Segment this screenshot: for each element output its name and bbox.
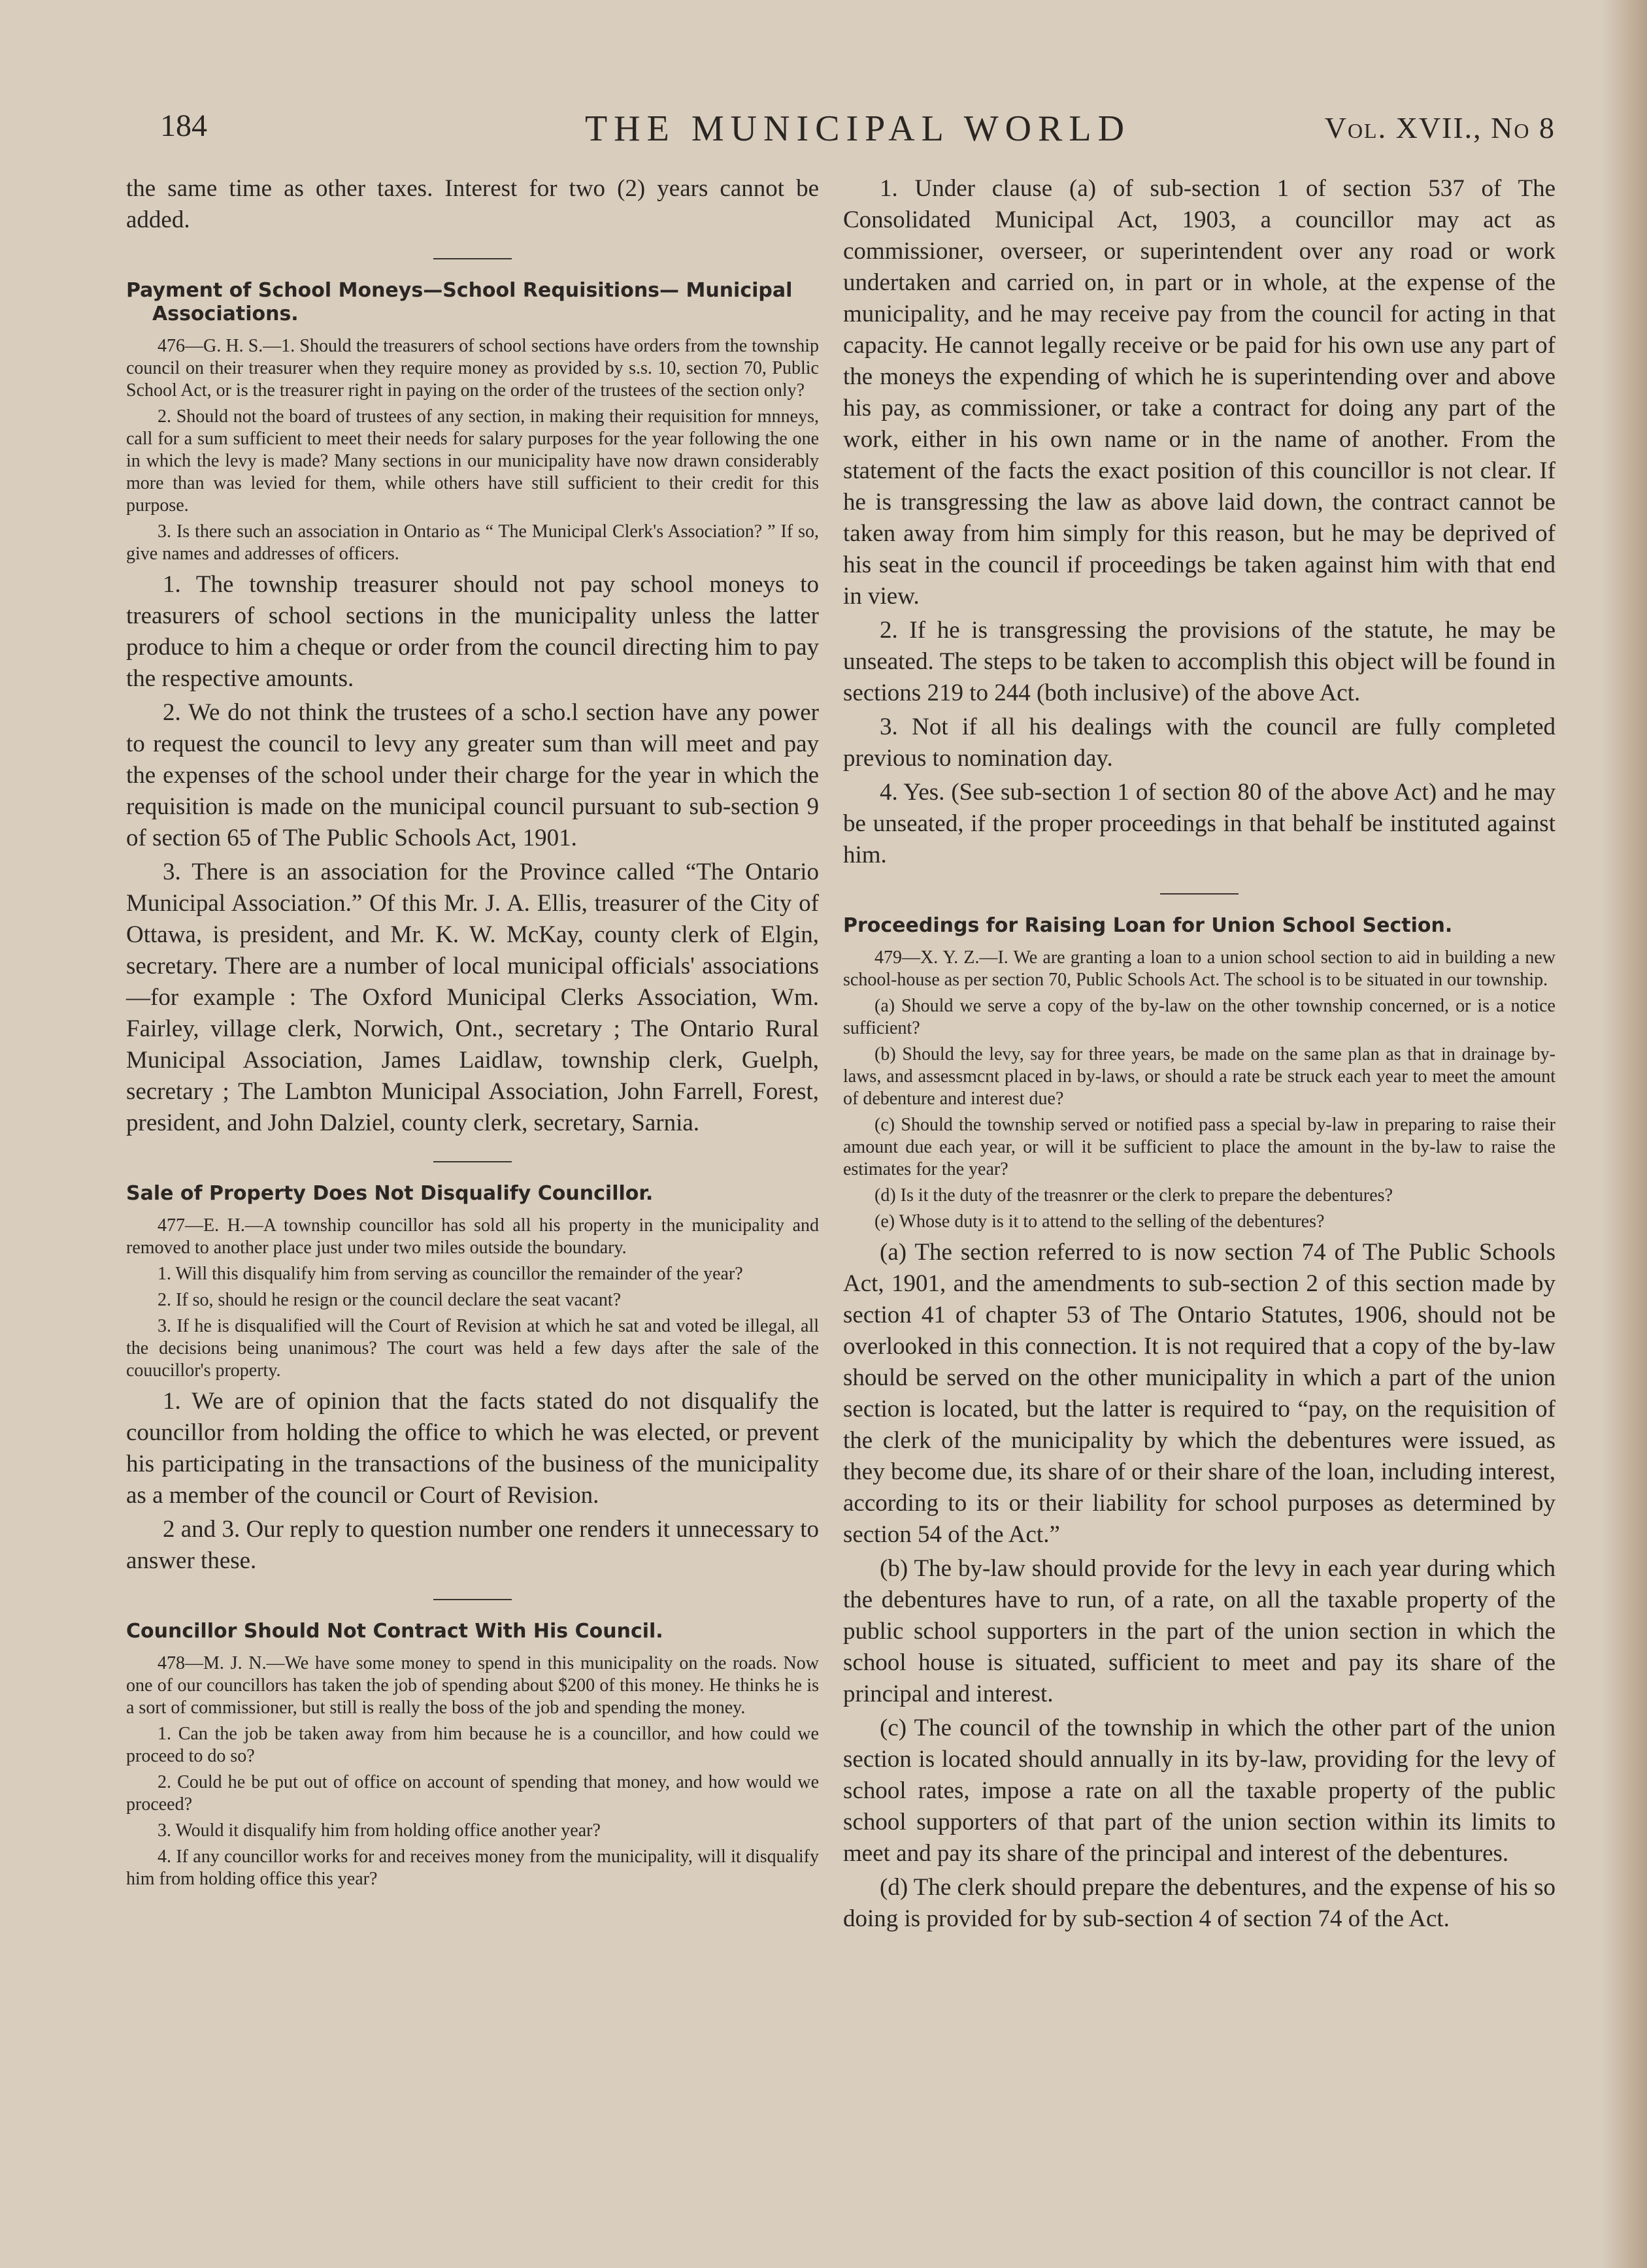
answer-paragraph: 3. There is an association for the Province called “The Ontario Municipal Association.” Of this Mr. J. A. Ellis, treasurer of the City of Ottawa, is president, and Mr. K. W. McKay, county clerk of Elgin, secretary. There are a number of local municipal officials' associations—for example : The Oxford Municipal Clerks Association, Wm. Fairley, village clerk, Norwich, Ont., secretary ; The Ontario Rural Municipal Association, James Laidlaw, township clerk, Guelph, secretary ; The Lambton Municipal Association, John Farrell, Forest, president, and John Dalziel, county clerk, secretary, Sarnia. <box>126 859 819 1136</box>
question-paragraph: 1. Will this disqualify him from serving as councillor the remainder of the year? <box>158 1264 743 1284</box>
answer-paragraph: 2 and 3. Our reply to question number one renders it unnecessary to answer these. <box>126 1516 819 1574</box>
left-column <box>126 173 819 1894</box>
question-paragraph: 2. Should not the board of trustees of any section, in making their requisition for mnneys, call for a sum sufficient to meet their needs for salary purposes for the year following the one in which the levy is made? Many sections in our municipality have now drawn considerably more than was levied for them, while others have still sufficient to their credit for this purpose. <box>126 406 819 516</box>
answer-paragraph: (c) The council of the township in which the other part of the union section is located should annually in its by-law, providing for the levy of school rates, impose a rate on all the taxable property of the public school supporters of that part of the union section within its limits to meet and pay its share of the principal and interest of the debentures. <box>843 1715 1556 1867</box>
section-divider <box>433 258 512 259</box>
answer-paragraph: 3. Not if all his dealings with the council are fully completed previous to nomination day. <box>843 714 1556 772</box>
page-number: 184 <box>160 108 207 143</box>
section-heading: Councillor Should Not Contract With His Council. <box>126 1620 663 1643</box>
answer-paragraph: the same time as other taxes. Interest for two (2) years cannot be added. <box>126 175 819 233</box>
question-paragraph: 479—X. Y. Z.—I. We are granting a loan to a union school section to aid in building a new school-house as per section 70, Public Schools Act. The school is to be situated in our township. <box>843 947 1556 990</box>
question-paragraph: 477—E. H.—A township councillor has sold all his property in the municipality and removed to another place just under two miles outside the boundary. <box>126 1215 819 1258</box>
section-divider <box>433 1161 512 1162</box>
answer-paragraph: 4. Yes. (See sub-section 1 of section 80 of the above Act) and he may be unseated, if the proper proceedings in that behalf be instituted against him. <box>843 779 1556 868</box>
section-heading: Proceedings for Raising Loan for Union School Section. <box>843 914 1453 937</box>
page-edge-shadow <box>1601 0 1647 2268</box>
question-paragraph: (e) Whose duty is it to attend to the selling of the debentures? <box>874 1211 1325 1232</box>
page-header <box>160 108 1556 160</box>
volume-issue: Vol. XVII., No 8 <box>1324 111 1556 144</box>
journal-title: THE MUNICIPAL WORLD <box>584 108 1131 149</box>
section-heading: Payment of School Moneys—School Requisitions— Municipal Associations. <box>126 279 793 325</box>
question-paragraph: (c) Should the township served or notified pass a special by-law in preparing to raise their amount due each year, or will it be sufficient to place the amount in the by-law to raise the estimates for the year? <box>843 1115 1556 1179</box>
question-paragraph: (a) Should we serve a copy of the by-law on the other township concerned, or is a notice sufficient? <box>843 996 1556 1038</box>
question-paragraph: 2. If so, should he resign or the council declare the seat vacant? <box>158 1290 622 1310</box>
question-paragraph: 3. Is there such an association in Ontario as “ The Municipal Clerk's Association? ” If so, give names and addresses of officers. <box>126 521 819 564</box>
answer-paragraph: (b) The by-law should provide for the levy in each year during which the debentures have to run, of a rate, on all the taxable property of the public school supporters in the part of the union section in which the school house is situated, sufficient to meet and pay its share of the principal and interest. <box>843 1555 1556 1707</box>
question-paragraph: 1. Can the job be taken away from him because he is a councillor, and how could we proceed to do so? <box>126 1724 819 1766</box>
question-paragraph: 3. If he is disqualified will the Court of Revision at which he sat and voted be illegal, all the decisions being unanimous? The court was held a few days after the sale of the couucillor's property. <box>126 1316 819 1381</box>
section-heading: Sale of Property Does Not Disqualify Councillor. <box>126 1182 654 1205</box>
answer-paragraph: 2. If he is transgressing the provisions of the statute, he may be unseated. The steps to be taken to accomplish this object will be found in sections 219 to 244 (both inclusive) of the above Act. <box>843 617 1556 706</box>
answer-paragraph: (a) The section referred to is now section 74 of The Public Schools Act, 1901, and the amendments to sub-section 2 of this section made by section 41 of chapter 53 of The Ontario Statutes, 1906, should not be overlooked in this connection. It is not required that a copy of the by-law should be served on the other municipality in which a part of the union section is located, but the latter is required to “pay, on the requisition of the clerk of the municipality by which the debentures were issued, as they become due, its share of or their share of the loan, including interest, according to its or their liability for school purposes as determined by section 54 of the Act.” <box>843 1239 1556 1548</box>
answer-paragraph: (d) The clerk should prepare the debentures, and the expense of his so doing is provided for by sub-section 4 of section 74 of the Act. <box>843 1874 1556 1932</box>
section-divider <box>433 1599 512 1600</box>
question-paragraph: 4. If any councillor works for and receives money from the municipality, will it disqualify him from holding office this year? <box>126 1847 819 1889</box>
question-paragraph: (d) Is it the duty of the treasnrer or the clerk to prepare the debentures? <box>874 1185 1393 1206</box>
answer-paragraph: 2. We do not think the trustees of a scho.l section have any power to request the council to levy any greater sum than will meet and pay the expenses of the school under their charge for the year in which the requisition is made on the municipal council pursuant to sub-section 9 of section 65 of The Public Schools Act, 1901. <box>126 699 819 851</box>
question-paragraph: 2. Could he be put out of office on account of spending that money, and how would we proceed? <box>126 1772 819 1815</box>
answer-paragraph: 1. Under clause (a) of sub-section 1 of section 537 of The Consolidated Municipal Act, 1903, a councillor may act as commissioner, overseer, or superintendent over any road or work undertaken and carried on, in part or in whole, at the expense of the municipality, and he may receive pay from the council for acting in that capacity. He cannot legally receive or be paid for his own use any part of the moneys the expending of which he is superintending over and above his pay, as commissioner, or take a contract for doing any part of the work, either in his own name or in the name of another. From the statement of the facts the exact position of this councillor is not clear. If he is transgressing the law as above laid down, the contract cannot be taken away from him simply for this reason, but he may be deprived of his seat in the council if proceedings be taken against him with that end in view. <box>843 175 1556 610</box>
answer-paragraph: 1. We are of opinion that the facts stated do not disqualify the councillor from holding the office to which he was elected, or prevent his participating in the transactions of the business of the municipality as a member of the council or Court of Revision. <box>126 1388 819 1509</box>
question-paragraph: (b) Should the levy, say for three years, be made on the same plan as that in drainage by-laws, and assessmcnt placed in by-laws, or should a rate be struck each year to meet the amount of debenture and interest due? <box>843 1044 1556 1109</box>
question-paragraph: 3. Would it disqualify him from holding office another year? <box>158 1820 601 1841</box>
right-column <box>843 173 1556 1937</box>
question-paragraph: 478—M. J. N.—We have some money to spend in this municipality on the roads. Now one of our councillors has taken the job of spending about $200 of this money. He thinks he is a sort of commissioner, but still is really the boss of the job and spending the money. <box>126 1653 819 1718</box>
question-paragraph: 476—G. H. S.—1. Should the treasurers of school sections have orders from the township council on their treasurer when they require money as provided by s.s. 10, section 70, Public School Act, or is the treasurer right in paying on the order of the trustees of the section only? <box>126 336 819 401</box>
answer-paragraph: 1. The township treasurer should not pay school moneys to treasurers of school sections in the municipality unless the latter produce to him a cheque or order from the council directing him to pay the respective amounts. <box>126 571 819 692</box>
section-divider <box>1160 893 1239 895</box>
